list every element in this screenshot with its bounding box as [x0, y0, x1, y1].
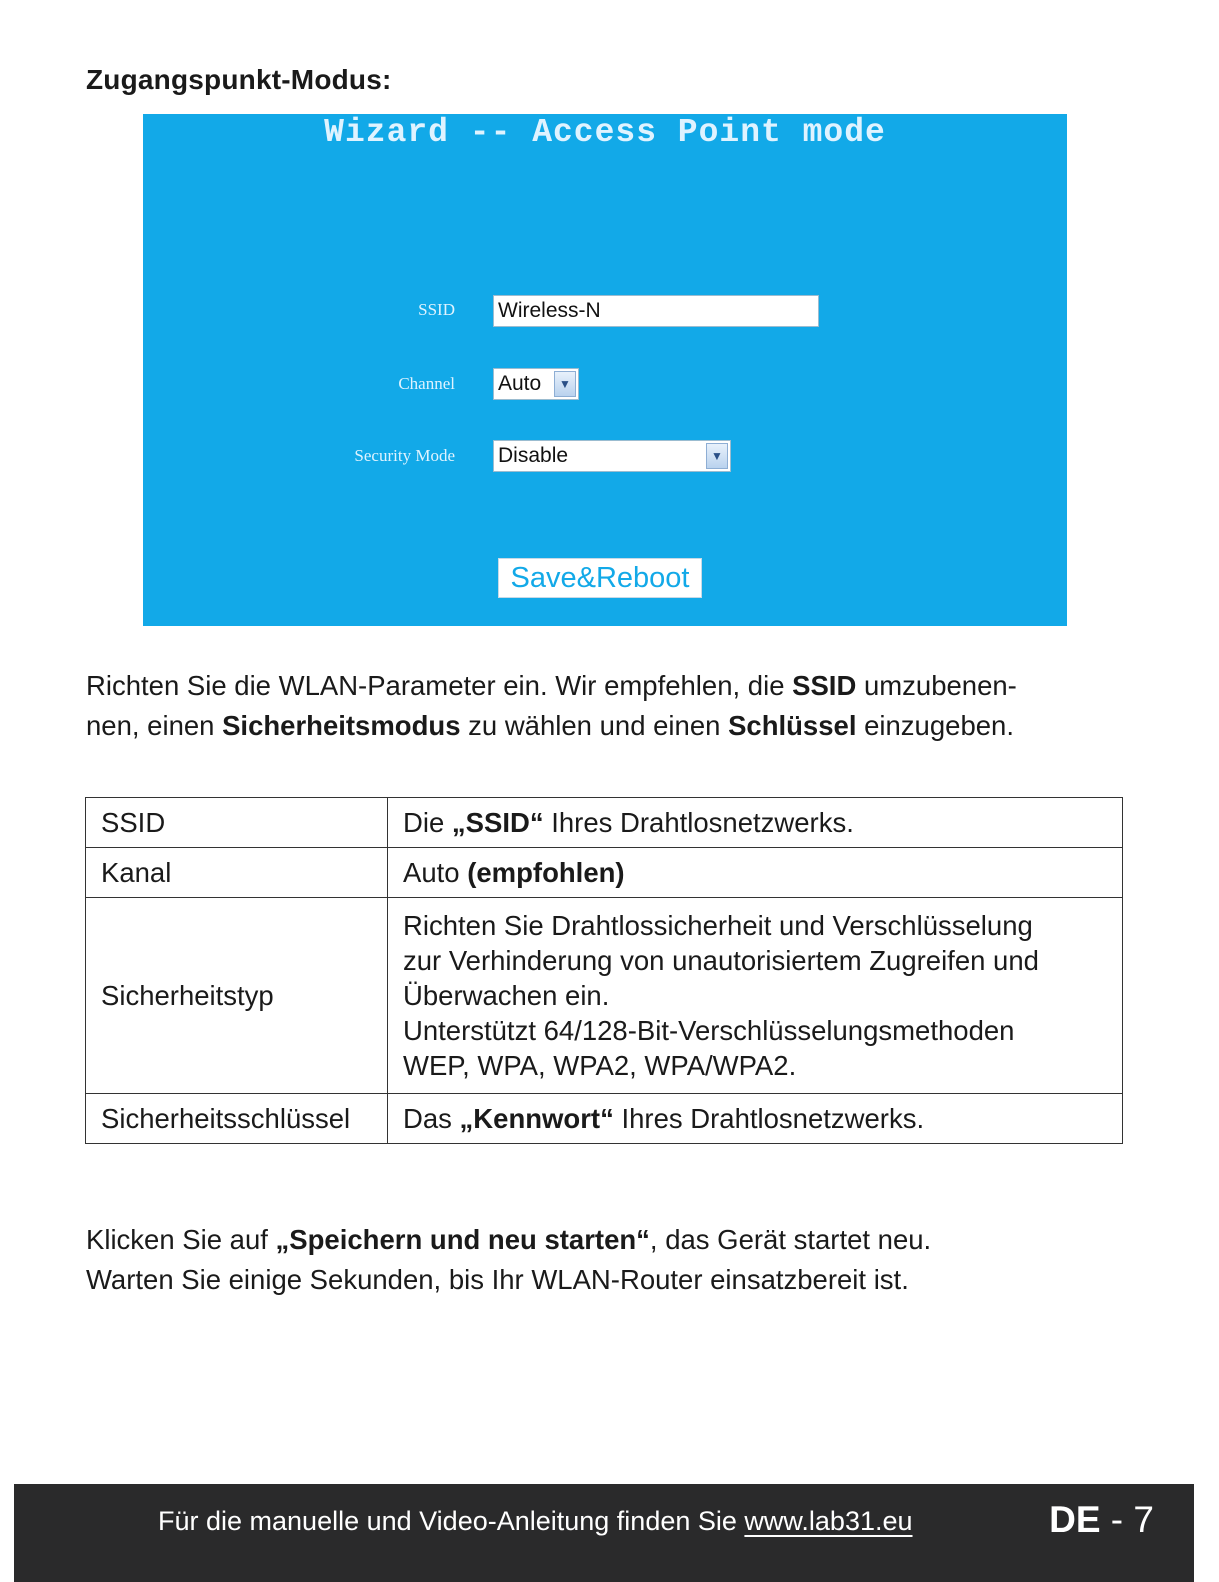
- intro-text: Richten Sie die WLAN-Parameter ein. Wir empfehlen, die: [86, 670, 793, 701]
- desc-bold: „SSID“: [451, 806, 544, 838]
- closing-bold: „Speichern und neu starten“: [275, 1224, 650, 1255]
- channel-value: Auto: [498, 372, 542, 395]
- closing-text: Klicken Sie auf: [86, 1224, 276, 1255]
- channel-select[interactable]: [493, 368, 579, 400]
- security-mode-value: Disable: [498, 444, 569, 467]
- desc-bold: „Kennwort“: [459, 1102, 614, 1134]
- closing-paragraph: [86, 1220, 931, 1300]
- intro-bold-security-mode: Sicherheitsmodus: [222, 710, 461, 741]
- desc-text: Auto: [403, 856, 468, 888]
- website-link[interactable]: www.lab31.eu: [744, 1506, 913, 1536]
- channel-label: Channel: [398, 374, 455, 393]
- table-term: Sicherheitsschlüssel: [86, 1094, 388, 1144]
- desc-line: WEP, WPA, WPA2, WPA/WPA2.: [403, 1050, 797, 1081]
- table-row: [86, 848, 1123, 898]
- closing-text: , das Gerät startet neu.: [649, 1224, 932, 1255]
- table-description: [388, 798, 1123, 848]
- desc-text: Ihres Drahtlosnetzwerks.: [613, 1102, 925, 1134]
- ssid-label: SSID: [418, 300, 455, 319]
- wizard-screenshot: [143, 114, 1067, 626]
- intro-paragraph: [86, 666, 1017, 746]
- desc-bold: (empfohlen): [467, 856, 625, 888]
- desc-line: Unterstützt 64/128-Bit-Verschlüsselungsmethoden: [403, 1015, 1015, 1046]
- chevron-down-icon[interactable]: ▼: [706, 443, 728, 469]
- desc-line: zur Verhinderung von unautorisiertem Zugreifen und: [403, 945, 1039, 976]
- table-row: [86, 798, 1123, 848]
- desc-text: Das: [403, 1102, 460, 1134]
- table-term: SSID: [86, 798, 388, 848]
- parameter-table: [85, 797, 1123, 1144]
- ssid-input[interactable]: Wireless-N: [493, 295, 819, 327]
- save-reboot-button[interactable]: Save&Reboot: [498, 558, 702, 598]
- desc-text: Die: [403, 806, 452, 838]
- language-code: DE: [1049, 1499, 1101, 1540]
- table-row: [86, 1094, 1123, 1144]
- table-description: [388, 848, 1123, 898]
- page-footer: [14, 1484, 1194, 1582]
- intro-text: umzubenen-: [856, 670, 1017, 701]
- security-mode-label: Security Mode: [354, 446, 455, 465]
- intro-text: einzugeben.: [856, 710, 1014, 741]
- section-heading: Zugangspunkt-Modus:: [86, 64, 392, 95]
- table-row: [86, 898, 1123, 1094]
- desc-text: Ihres Drahtlosnetzwerks.: [543, 806, 854, 838]
- security-mode-select[interactable]: [493, 440, 731, 472]
- page-separator: -: [1100, 1499, 1134, 1540]
- desc-line: Richten Sie Drahtlossicherheit und Verschlüsselung: [403, 910, 1033, 941]
- chevron-down-icon[interactable]: ▼: [554, 371, 576, 397]
- table-term: Kanal: [86, 848, 388, 898]
- desc-line: Überwachen ein.: [403, 980, 610, 1011]
- footer-text: [158, 1506, 913, 1537]
- page-number: [1049, 1499, 1154, 1541]
- table-term: Sicherheitstyp: [86, 898, 388, 1094]
- page-number-value: 7: [1133, 1499, 1154, 1540]
- intro-text: zu wählen und einen: [460, 710, 729, 741]
- intro-bold-key: Schlüssel: [728, 710, 857, 741]
- table-description: [388, 1094, 1123, 1144]
- table-description: [388, 898, 1123, 1094]
- closing-text: Warten Sie einige Sekunden, bis Ihr WLAN-Router einsatzbereit ist.: [86, 1264, 909, 1295]
- footer-caption: Für die manuelle und Video-Anleitung finden Sie: [158, 1506, 745, 1536]
- wizard-title: Wizard -- Access Point mode: [324, 114, 886, 151]
- intro-text: nen, einen: [86, 710, 223, 741]
- intro-bold-ssid: SSID: [792, 670, 857, 701]
